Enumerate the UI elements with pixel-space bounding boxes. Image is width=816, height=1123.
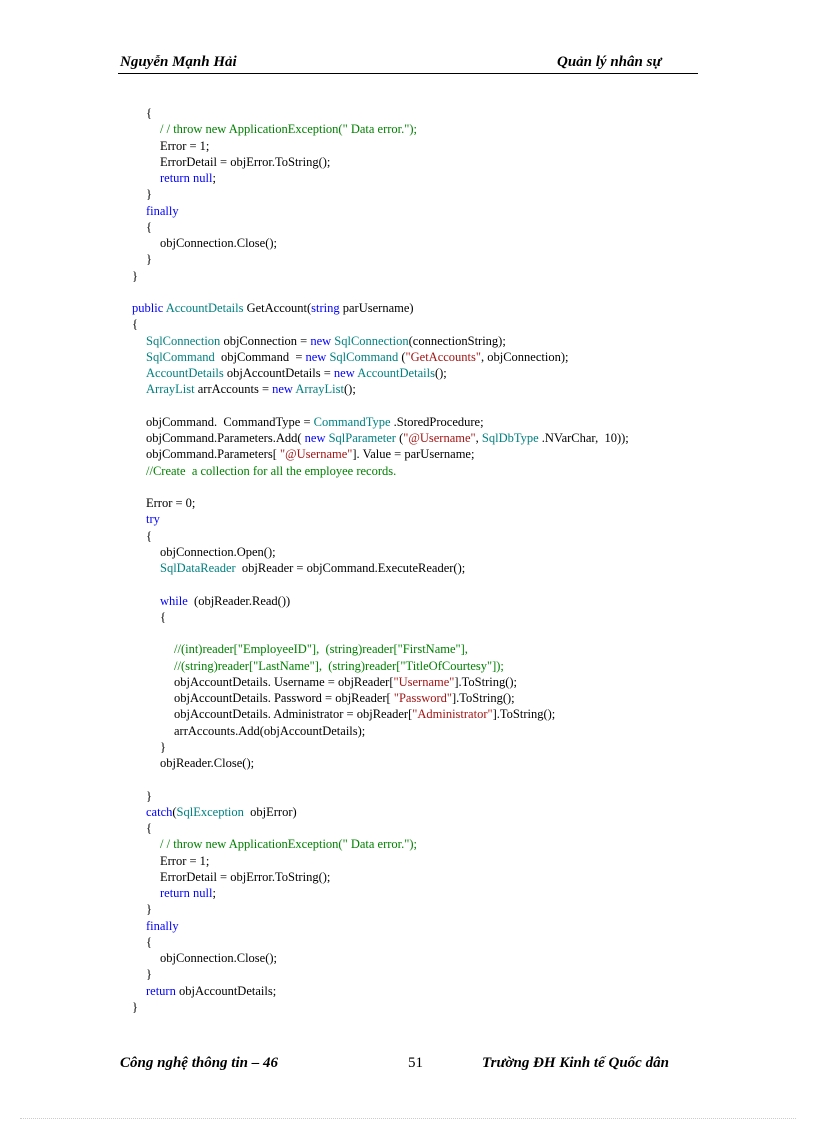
code-token: ( — [172, 804, 177, 819]
code-token: arrAccounts = — [194, 382, 273, 397]
code-token: / / throw new ApplicationException(" Data error."); — [160, 122, 418, 137]
code-line — [0, 836, 816, 852]
code-line — [0, 983, 816, 999]
code-token: ErrorDetail = objError.ToString(); — [160, 154, 331, 169]
code-line — [0, 560, 816, 576]
code-line — [0, 950, 816, 966]
code-token: CommandType — [313, 414, 391, 429]
code-line — [0, 251, 816, 267]
code-line — [0, 300, 816, 316]
code-line — [0, 398, 816, 414]
code-token: SqlDbType — [481, 431, 539, 445]
code-token: (); — [434, 366, 447, 380]
header-author: Nguyễn Mạnh Hải — [120, 54, 237, 70]
code-token: new — [304, 431, 326, 445]
code-line — [0, 316, 816, 332]
code-token: / / throw new ApplicationException(" Data error."); — [160, 837, 418, 852]
footer-course: Công nghệ thông tin – 46 — [120, 1055, 278, 1071]
code-token: try — [146, 512, 160, 527]
code-token: new — [333, 366, 355, 380]
code-line — [0, 804, 816, 820]
code-token: "GetAccounts" — [405, 349, 481, 364]
code-token: null — [192, 886, 213, 900]
code-line — [0, 154, 816, 170]
code-token: ErrorDetail = objError.ToString(); — [160, 869, 331, 884]
code-line — [0, 723, 816, 739]
code-token: ( — [395, 431, 404, 445]
code-token: parUsername) — [339, 301, 414, 315]
code-line — [0, 528, 816, 544]
code-token: objError) — [243, 804, 297, 819]
code-token: } — [146, 967, 152, 982]
code-token: { — [146, 934, 152, 949]
code-line — [0, 658, 816, 674]
code-token: objCommand.Parameters.Add( — [146, 431, 305, 445]
code-line — [0, 381, 816, 397]
code-line — [0, 170, 816, 186]
code-line — [0, 463, 816, 479]
code-token: Error = 0; — [146, 496, 196, 510]
code-token: objReader = objCommand.ExecuteReader(); — [235, 561, 466, 575]
code-line — [0, 999, 816, 1015]
code-token: string — [311, 301, 340, 315]
code-token: SqlCommand — [329, 349, 399, 364]
code-token: "Administrator" — [412, 707, 493, 722]
code-token: } — [132, 999, 138, 1014]
code-token: //(int)reader["EmployeeID"], (string)reader["FirstName"], — [174, 642, 468, 657]
code-line — [0, 934, 816, 950]
header-title: Quản lý nhân sự — [557, 54, 662, 70]
code-token: ; — [212, 886, 216, 900]
code-token: objConnection = — [220, 333, 311, 348]
code-token: //(string)reader["LastName"], (string)reader["TitleOfCourtesy"]); — [174, 658, 504, 673]
code-token: new — [272, 382, 293, 397]
code-line — [0, 771, 816, 787]
code-token: (connectionString); — [408, 333, 506, 348]
code-line — [0, 414, 816, 430]
code-token: { — [160, 609, 166, 624]
code-token: //Create a collection for all the employee records. — [146, 463, 397, 478]
code-line — [0, 901, 816, 917]
code-token: arrAccounts.Add(objAccountDetails); — [174, 723, 366, 738]
code-token: ; — [212, 171, 216, 185]
code-token: { — [146, 528, 152, 543]
code-token: ArrayList — [146, 382, 195, 397]
code-token: SqlCommand — [146, 349, 215, 364]
code-token: { — [146, 106, 152, 120]
code-token: objAccountDetails. Username = objReader[ — [174, 674, 394, 689]
code-token: (objReader.Read()) — [187, 593, 291, 608]
code-token: objAccountDetails; — [175, 983, 277, 998]
code-line — [0, 853, 816, 869]
code-line — [0, 593, 816, 609]
code-line — [0, 219, 816, 235]
code-line — [0, 690, 816, 706]
code-token: "@Username" — [403, 431, 476, 445]
code-line — [0, 544, 816, 560]
code-token: (); — [344, 382, 356, 397]
code-token: { — [132, 317, 138, 332]
code-token: AccountDetails — [357, 366, 435, 380]
code-line — [0, 446, 816, 462]
code-line — [0, 739, 816, 755]
code-token: { — [146, 821, 152, 835]
code-line — [0, 641, 816, 657]
code-token: ].ToString(); — [451, 691, 515, 705]
code-line — [0, 430, 816, 446]
code-line — [0, 576, 816, 592]
code-line — [0, 820, 816, 836]
code-token: objCommand.Parameters[ — [146, 447, 280, 462]
code-token: objCommand = — [214, 349, 306, 364]
code-token: objConnection.Close(); — [160, 236, 277, 250]
code-token: null — [192, 171, 213, 185]
code-token: objAccountDetails = — [223, 366, 334, 380]
code-token: return — [160, 886, 190, 900]
code-token: ].ToString(); — [454, 674, 518, 689]
code-token: } — [132, 268, 138, 283]
code-token: { — [146, 219, 152, 234]
code-token: Error = 1; — [160, 853, 210, 868]
code-token: AccountDetails — [146, 366, 224, 380]
code-token: } — [146, 902, 152, 917]
code-line — [0, 609, 816, 625]
code-token: while — [160, 593, 188, 608]
code-token: finally — [146, 918, 179, 933]
code-line — [0, 625, 816, 641]
code-token: } — [146, 187, 152, 202]
code-line — [0, 966, 816, 982]
code-token: new — [310, 333, 332, 348]
code-line — [0, 869, 816, 885]
code-token: Error = 1; — [160, 138, 210, 153]
page-bottom-border — [20, 1118, 796, 1119]
code-token: catch — [146, 804, 173, 819]
footer-university: Trường ĐH Kinh tế Quốc dân — [482, 1055, 669, 1071]
code-token: objConnection.Close(); — [160, 951, 277, 965]
code-token: public — [132, 301, 164, 315]
code-token: GetAccount( — [243, 301, 312, 315]
code-token: SqlException — [176, 804, 244, 819]
code-token: .NVarChar, 10)); — [538, 431, 629, 445]
code-token: SqlConnection — [334, 333, 409, 348]
code-token: "Password" — [393, 691, 452, 705]
code-token: finally — [146, 203, 179, 218]
code-token: SqlParameter — [328, 431, 396, 445]
code-token: ( — [398, 349, 406, 364]
code-line — [0, 138, 816, 154]
code-token: "Username" — [393, 674, 455, 689]
code-token: } — [160, 739, 166, 754]
code-line — [0, 365, 816, 381]
code-token: objAccountDetails. Password = objReader[ — [174, 691, 394, 705]
header-divider — [118, 73, 698, 74]
code-token: new — [305, 349, 327, 364]
code-token: ]. Value = parUsername; — [352, 447, 475, 462]
code-line — [0, 511, 816, 527]
code-line — [0, 755, 816, 771]
code-token: AccountDetails — [165, 301, 244, 315]
code-token: "@Username" — [280, 447, 353, 462]
code-line — [0, 235, 816, 251]
code-line — [0, 186, 816, 202]
code-line — [0, 885, 816, 901]
code-line — [0, 788, 816, 804]
code-line — [0, 333, 816, 349]
code-line — [0, 105, 816, 121]
code-token: SqlDataReader — [160, 561, 236, 575]
code-token: SqlConnection — [146, 333, 221, 348]
code-line — [0, 268, 816, 284]
code-token: } — [146, 788, 152, 803]
code-token: objCommand. CommandType = — [146, 414, 314, 429]
code-line — [0, 349, 816, 365]
code-token: ArrayList — [295, 382, 344, 397]
code-line — [0, 203, 816, 219]
code-token: return — [160, 171, 190, 185]
code-listing — [0, 105, 816, 1015]
code-line — [0, 706, 816, 722]
code-token: } — [146, 252, 152, 267]
code-token: , — [475, 431, 482, 445]
code-token: , objConnection); — [480, 349, 569, 364]
code-line — [0, 495, 816, 511]
code-token: return — [146, 983, 176, 998]
page-number: 51 — [408, 1055, 423, 1071]
code-line — [0, 284, 816, 300]
code-line — [0, 479, 816, 495]
code-line — [0, 918, 816, 934]
code-token: objConnection.Open(); — [160, 544, 276, 559]
code-token: ].ToString(); — [492, 707, 556, 722]
code-line — [0, 674, 816, 690]
code-line — [0, 121, 816, 137]
code-token: .StoredProcedure; — [390, 414, 484, 429]
code-token: objReader.Close(); — [160, 756, 255, 770]
code-token: objAccountDetails. Administrator = objReader[ — [174, 707, 413, 722]
